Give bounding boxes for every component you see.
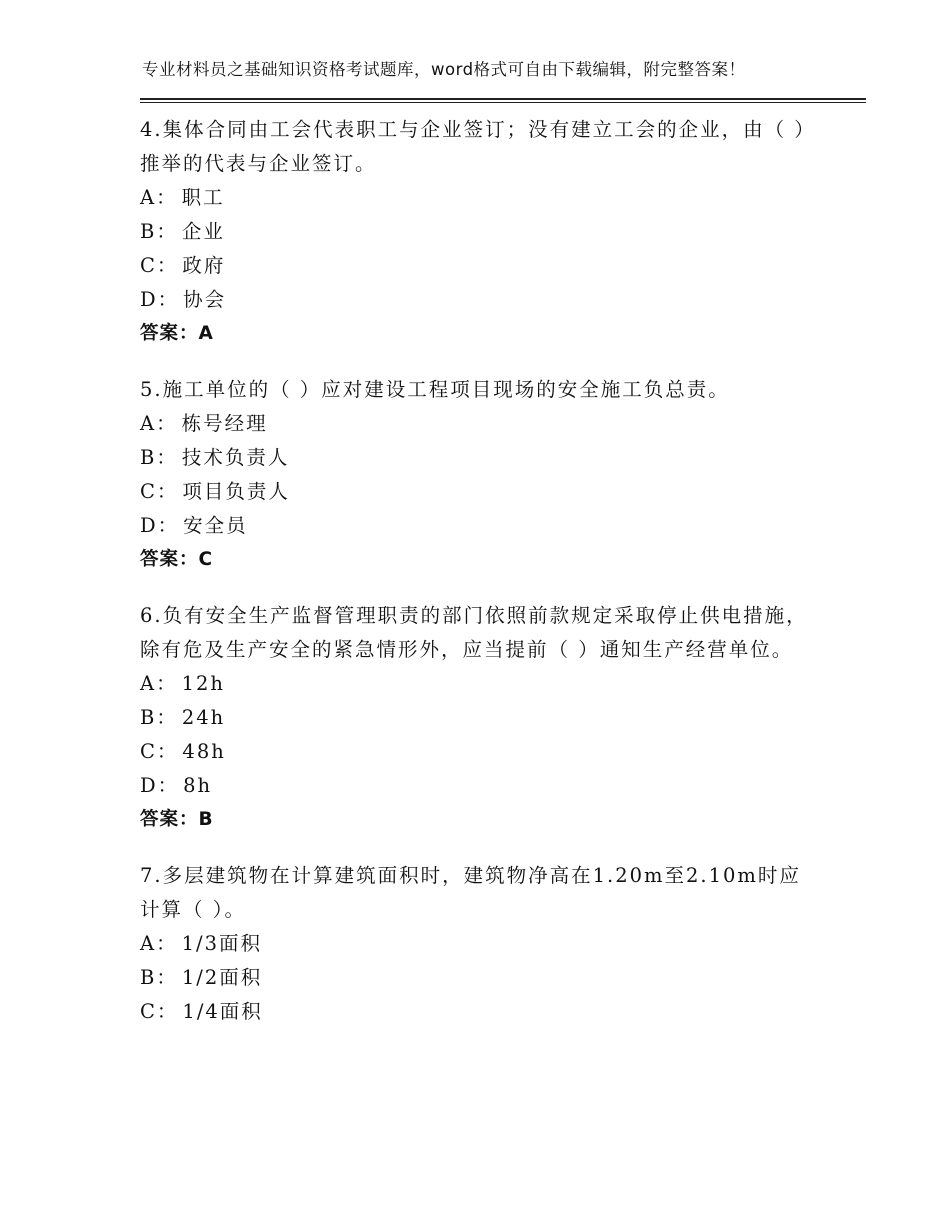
question-stem: 7.多层建筑物在计算建筑面积时，建筑物净高在1.20m至2.10m时应计算（ ）。 [140, 864, 801, 921]
option-key: C： [140, 1000, 179, 1023]
question-stem: 6.负有安全生产监督管理职责的部门依照前款规定采取停止供电措施，除有危及生产安全的紧急情形外，应当提前（ ）通知生产经营单位。 [140, 604, 808, 661]
option-key: D： [140, 514, 180, 537]
question-5 [140, 373, 820, 577]
option-d [140, 509, 820, 543]
option-text: 项目负责人 [182, 480, 290, 503]
option-c [140, 995, 820, 1029]
question-4 [140, 113, 820, 351]
option-key: D： [140, 774, 180, 797]
option-c [140, 249, 820, 283]
option-key: C： [140, 254, 179, 277]
option-key: B： [140, 966, 178, 989]
option-text: 1/3面积 [181, 932, 262, 955]
option-text: 1/4面积 [182, 1000, 263, 1023]
option-text: 栋号经理 [181, 412, 268, 435]
answer-label: 答案：B [140, 809, 214, 830]
question-stem: 4.集体合同由工会代表职工与企业签订；没有建立工会的企业，由（ ）推举的代表与企业签订。 [140, 118, 816, 175]
header-divider-thin [140, 102, 866, 103]
question-stem: 5.施工单位的（ ）应对建设工程项目现场的安全施工负总责。 [140, 378, 730, 401]
option-b [140, 215, 820, 249]
option-text: 12h [181, 672, 225, 695]
option-c [140, 475, 820, 509]
option-a [140, 181, 820, 215]
option-text: 企业 [181, 220, 225, 243]
option-key: A： [140, 412, 178, 435]
option-text: 政府 [182, 254, 226, 277]
question-list [140, 113, 820, 1051]
option-key: C： [140, 480, 179, 503]
option-text: 职工 [181, 186, 225, 209]
option-b [140, 441, 820, 475]
option-text: 安全员 [183, 514, 248, 537]
option-key: D： [140, 288, 180, 311]
option-key: B： [140, 706, 178, 729]
option-text: 48h [182, 740, 226, 763]
answer-label: 答案：C [140, 549, 214, 570]
option-text: 1/2面积 [181, 966, 263, 989]
option-b [140, 961, 820, 995]
option-key: B： [140, 446, 178, 469]
option-a [140, 927, 820, 961]
option-key: A： [140, 672, 178, 695]
option-key: A： [140, 186, 178, 209]
option-key: C： [140, 740, 179, 763]
option-a [140, 667, 820, 701]
option-a [140, 407, 820, 441]
header-divider-thick [140, 98, 866, 100]
answer-label: 答案：A [140, 323, 214, 344]
option-text: 24h [181, 706, 226, 729]
option-text: 技术负责人 [181, 446, 290, 469]
option-text: 协会 [183, 288, 227, 311]
question-7 [140, 859, 820, 1029]
option-text: 8h [183, 774, 213, 797]
page-header: 专业材料员之基础知识资格考试题库，word格式可自由下载编辑，附完整答案！ [142, 60, 746, 79]
option-key: B： [140, 220, 178, 243]
option-c [140, 735, 820, 769]
option-key: A： [140, 932, 178, 955]
option-d [140, 769, 820, 803]
option-d [140, 283, 820, 317]
question-6 [140, 599, 820, 837]
option-b [140, 701, 820, 735]
